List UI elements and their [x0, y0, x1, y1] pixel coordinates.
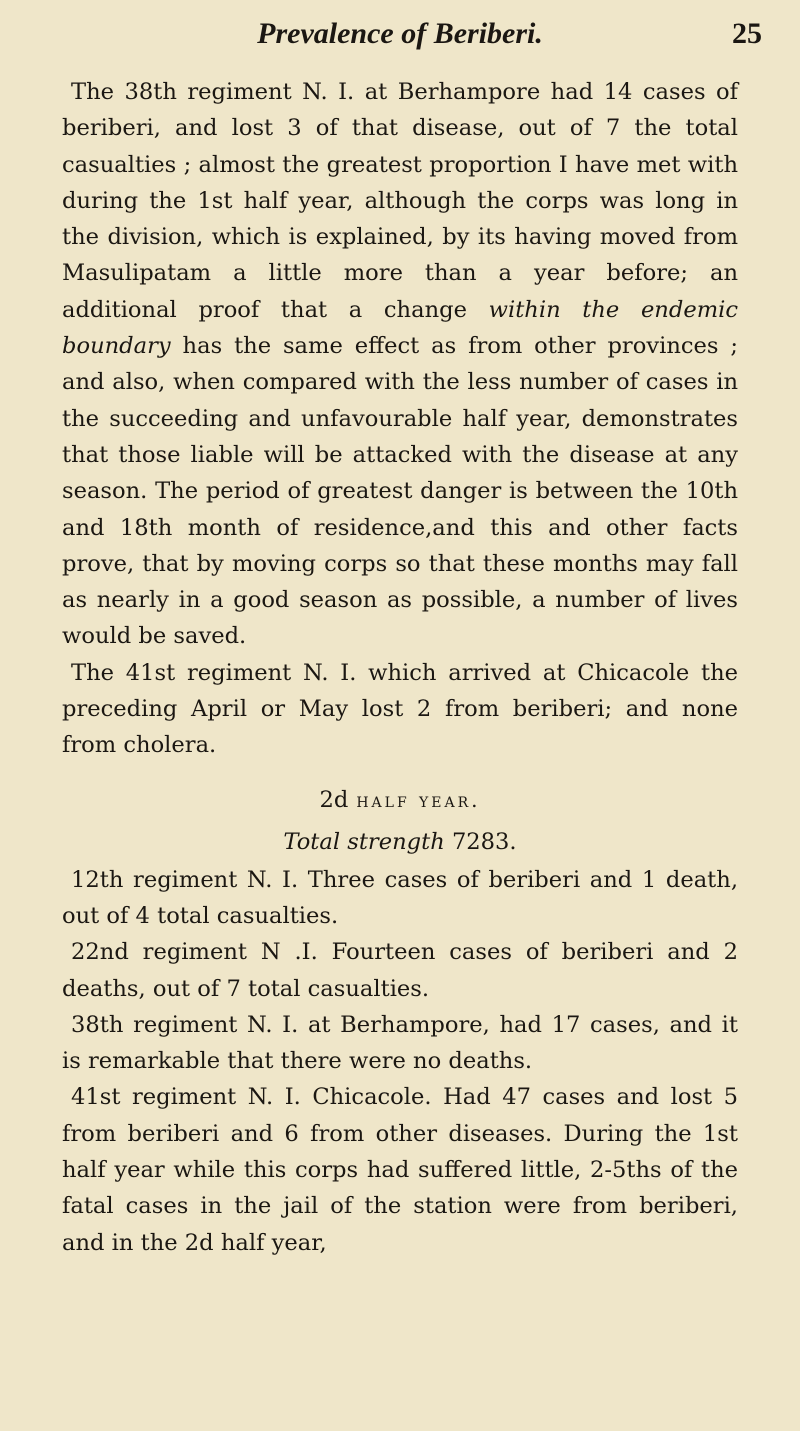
total-strength-label: Total strength: [283, 828, 445, 855]
section-heading: [62, 782, 738, 818]
running-title: Prevalence of Beriberi.: [257, 17, 543, 50]
running-header: [62, 14, 762, 54]
entry-12th-regiment: 12th regiment N. I. Three cases of beriberi and 1 death, out of 4 total casualties.: [62, 866, 738, 929]
paragraph-text-end: has the same effect as from other provinces ; and also, when compared with the less number of cases in the succeeding and unfavourable half year, demonstrates that those liable will be attacked with the disease at any season. The period of greatest danger is between the 10th and 18th month of residence,and this and other facts prove, that by moving corps so that these months may fall as nearly in a good season as possible, a number of lives would be saved.: [62, 333, 738, 650]
paragraph-text-start: The 38th regiment N. I. at Berhampore had 14 cases of beriberi, and lost 3 of that disease, out of 7 the total casualties ; almost the greatest proportion I have met with during the 1st half year, although the corps was long in the division, which is explained, by its having moved from Masulipatam a little more than a year before; an additional proof that a change: [62, 79, 738, 323]
total-strength-value: 7283.: [451, 828, 517, 855]
paragraph-41st-regiment: The 41st regiment N. I. which arrived at Chicacole the preceding April or May lost 2 from beriberi; and none from cholera.: [62, 659, 738, 759]
page-number: 25: [732, 17, 762, 50]
italic-phrase: within the endemic boundary: [62, 296, 738, 360]
section-number: 2d: [319, 786, 349, 813]
paragraph-38th-regiment: [62, 74, 738, 655]
entry-22nd-regiment: 22nd regiment N .I. Fourteen cases of beriberi and 2 deaths, out of 7 total casualties.: [62, 939, 738, 1002]
total-strength-line: [62, 824, 738, 860]
entry-41st-regiment: 41st regiment N. I. Chicacole. Had 47 cases and lost 5 from beriberi and 6 from other diseases. During the 1st half year while this corps had suffered little, 2-5ths of the fatal cases in the jail of the station were from beriberi, and in the 2d half year,: [62, 1084, 738, 1256]
section-title: half year.: [356, 787, 481, 812]
entry-38th-regiment: 38th regiment N. I. at Berhampore, had 17 cases, and it is remarkable that there were no deaths.: [62, 1011, 738, 1075]
